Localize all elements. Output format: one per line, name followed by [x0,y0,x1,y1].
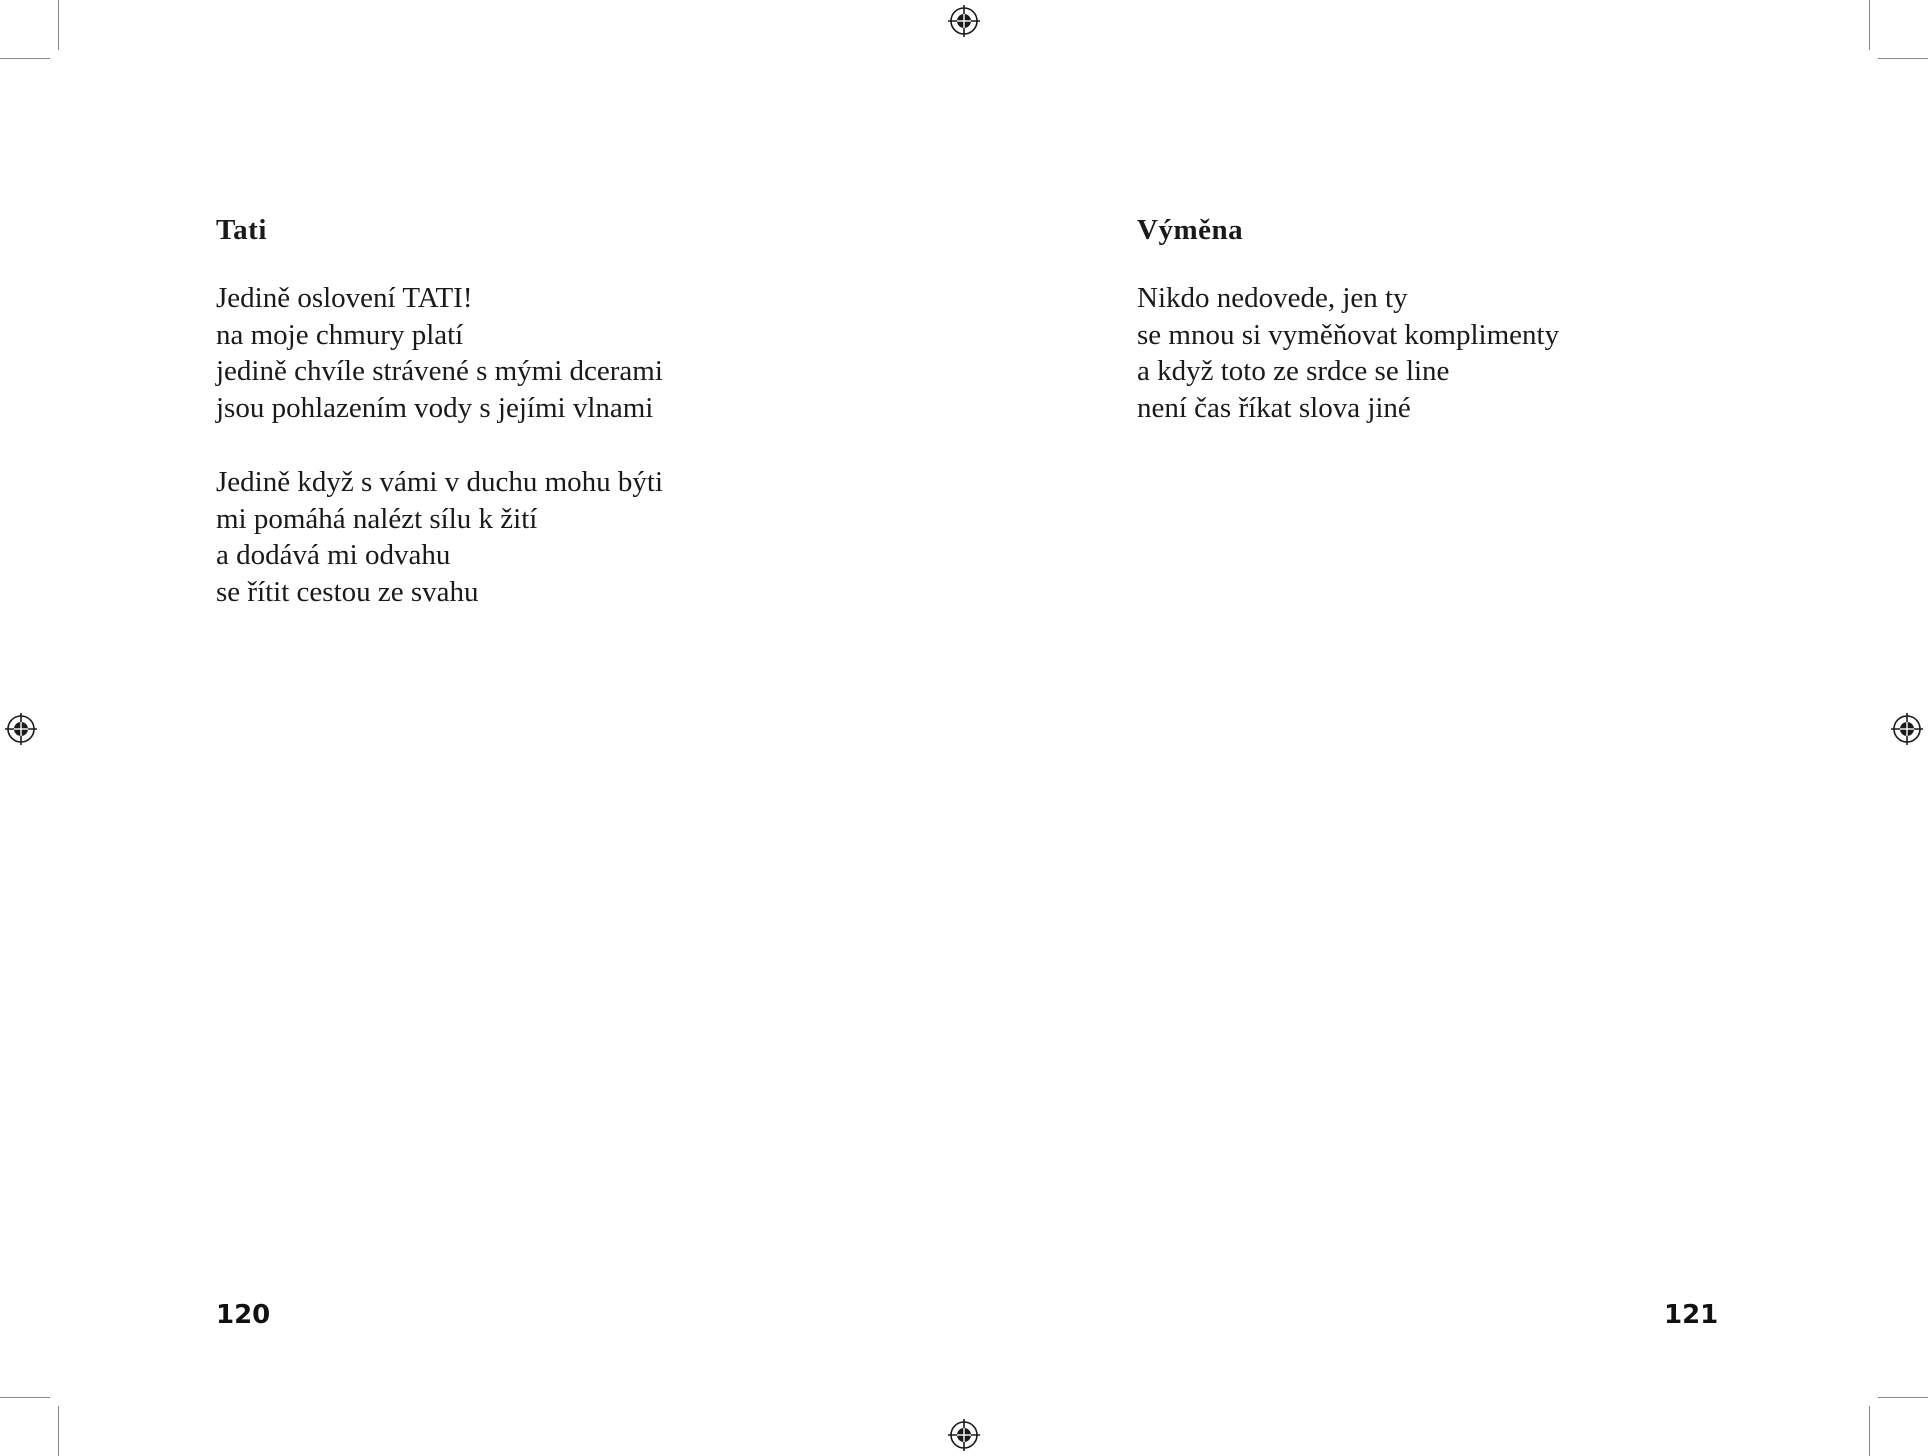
right-page [964,0,1928,1456]
verse-line: a když toto ze srdce se line [1137,355,1450,388]
verse-line: jedině chvíle strávené s mými dcerami [216,355,663,388]
verse-line: a dodává mi odvahu [216,539,451,572]
poem-vymena [1137,210,1559,464]
verse-line: na moje chmury platí [216,318,464,351]
verse-line: Nikdo nedovede, jen ty [1137,282,1408,314]
poem-title: Tati [216,214,267,246]
verse-line: jsou pohlazením vody s jejími vlnami [216,392,654,425]
verse-line: se mnou si vyměňovat komplimenty [1137,318,1560,351]
verse-line: mi pomáhá nalézt sílu k žití [216,502,538,535]
stanza [216,464,663,611]
verse-line: se řítit cestou ze svahu [216,575,479,608]
verse-line: není čas říkat slova jiné [1137,392,1411,425]
verse-line: Jedině oslovení TATI! [216,282,473,314]
poem-tati [216,210,663,648]
stanza [1137,280,1559,427]
stanza [216,280,663,427]
poem-title: Výměna [1137,214,1244,246]
page-number: 120 [216,1300,271,1330]
verse-line: Jedině když s vámi v duchu mohu býti [216,465,664,498]
page-number: 121 [1664,1300,1719,1330]
